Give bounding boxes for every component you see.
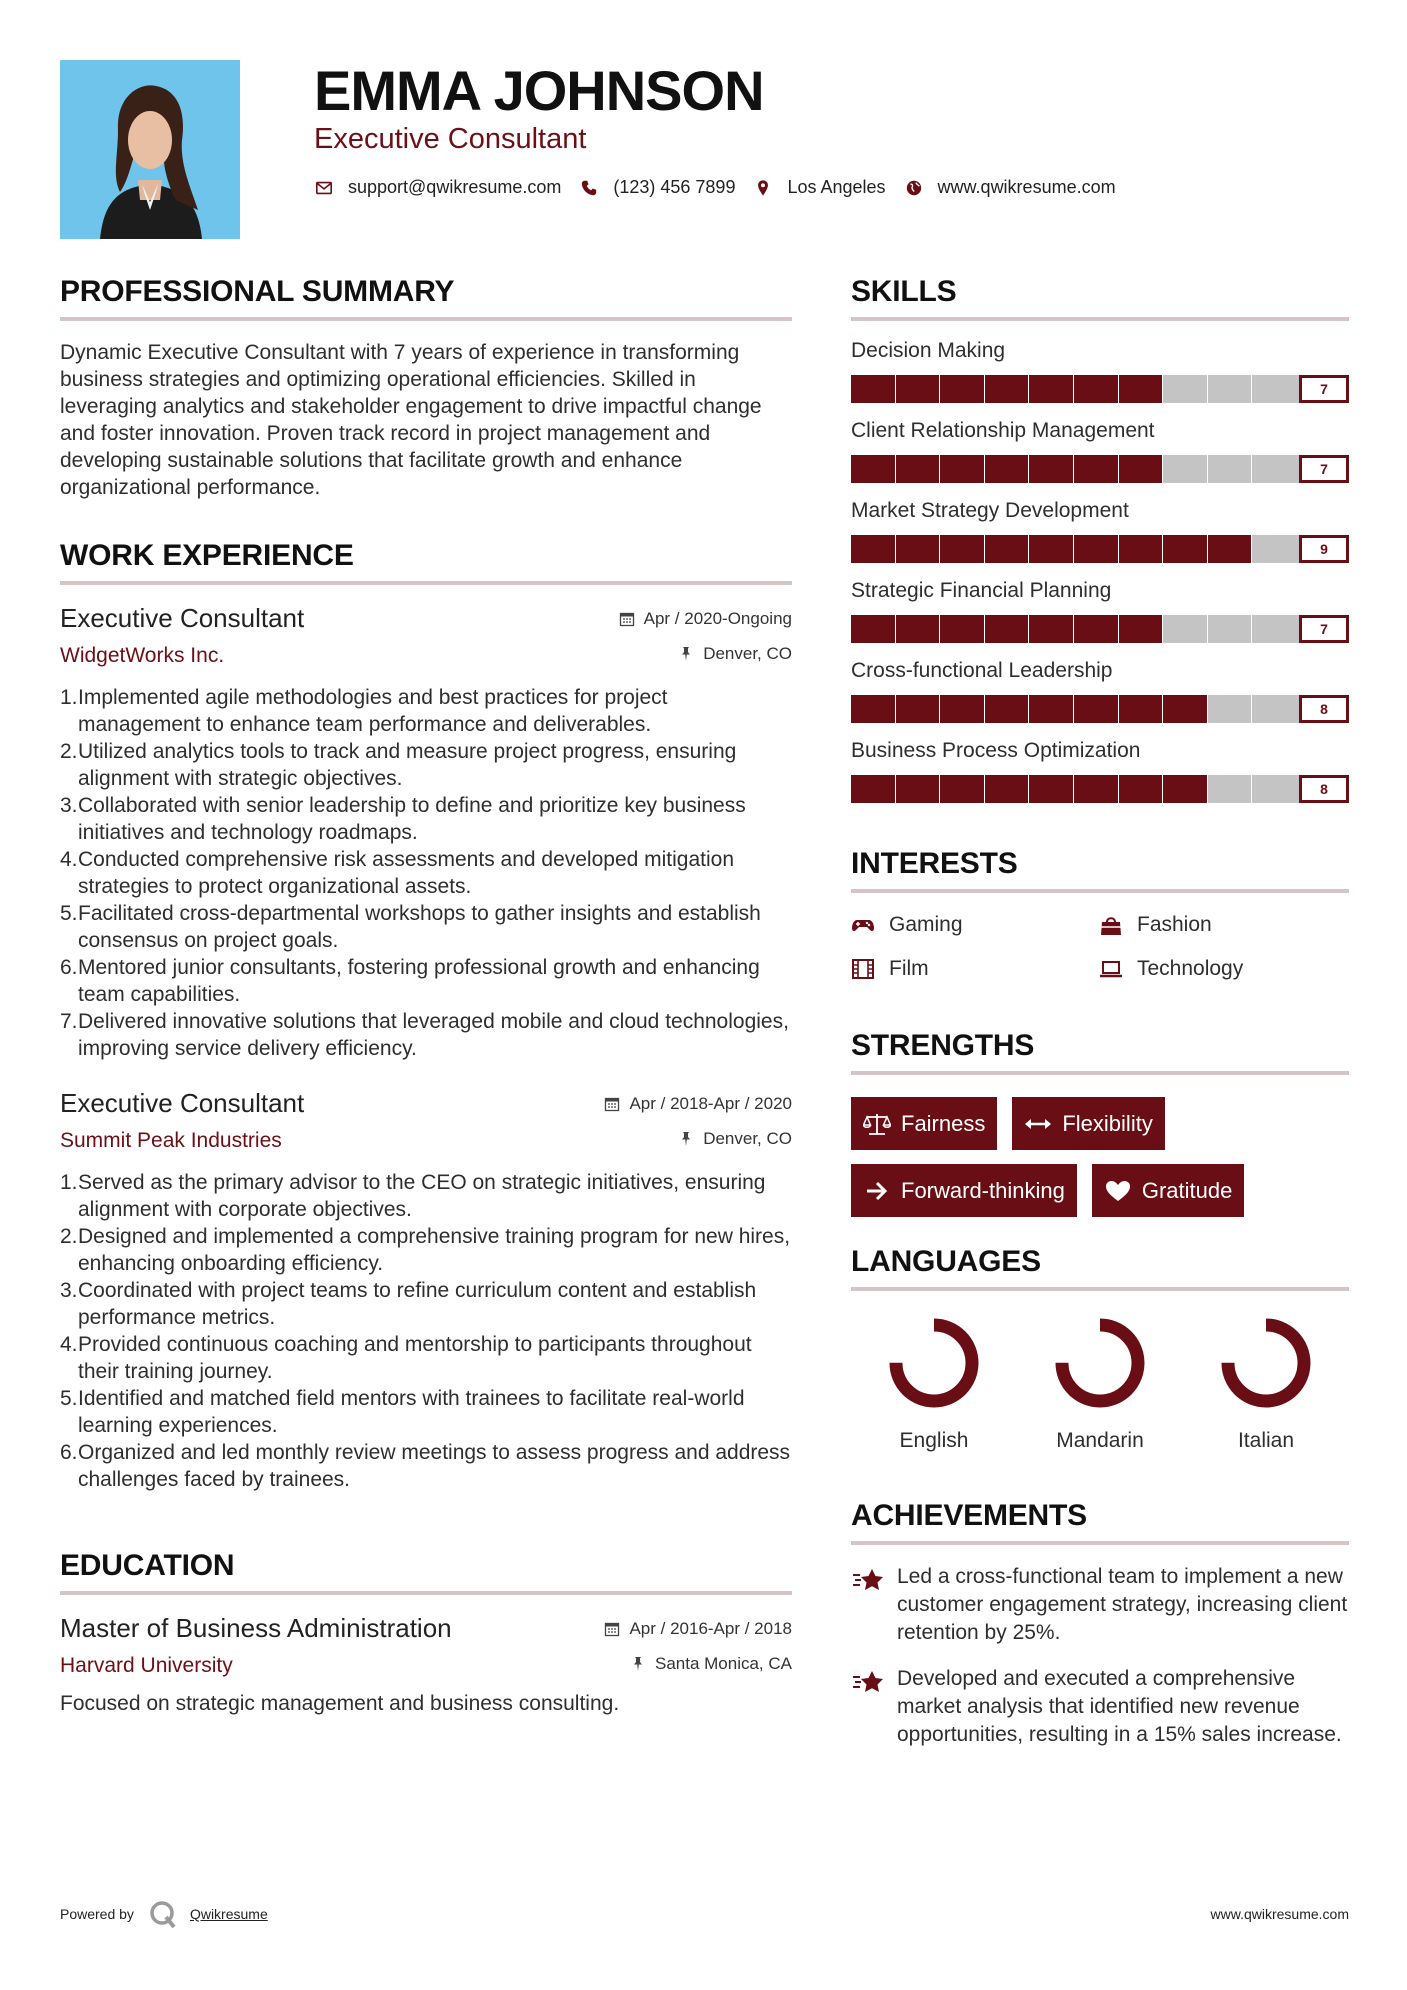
skill-bar-segment [1252,455,1302,483]
job-location [678,644,792,664]
skill-bar-segment [1029,615,1074,643]
interest-item [851,913,1099,937]
heart-icon [1104,1179,1132,1203]
skill-bar-segment [851,455,896,483]
list-item: 4. Provided continuous coaching and mentorship to participants throughout their training journey. [60,1333,752,1383]
skill-bar-segment [985,375,1030,403]
skill-bar-segment [1208,695,1253,723]
skill-item [851,579,1349,643]
experience-heading: WORK EXPERIENCE [60,539,354,572]
contact-website[interactable] [904,177,1116,198]
section-divider [851,317,1349,321]
skill-bar-segment [1029,375,1074,403]
list-item: 6. Mentored junior consultants, fostering professional growth and enhancing team capabilities. [60,956,760,1006]
skill-bar-segment [1163,695,1208,723]
right-column [851,275,1349,1749]
skill-bar-segment [1119,695,1164,723]
contact-email-text: support@qwikresume.com [348,177,562,197]
interest-item [1099,957,1347,981]
skill-bar-segment [1163,375,1208,403]
section-divider [851,1071,1349,1075]
strengths-list [851,1097,1349,1217]
gamepad-icon [851,914,875,936]
language-level-arc [1062,1325,1138,1401]
skill-bar-segment [1119,455,1164,483]
skill-name: Strategic Financial Planning [851,579,1112,602]
skill-item [851,419,1349,483]
award-star-icon [851,1565,887,1595]
scale-icon [863,1112,891,1136]
skill-bar-segment [851,535,896,563]
skill-score-badge: 9 [1299,535,1349,563]
skill-bar-segment [1208,615,1253,643]
interests-section [851,847,1349,981]
shopping-bag-icon [1099,914,1123,936]
skill-bar-segment [1163,455,1208,483]
education-location-text: Santa Monica, CA [654,1654,792,1673]
contact-website-text: www.qwikresume.com [937,177,1116,197]
list-item: 1. Served as the primary advisor to the CEO on strategic initiatives, ensuring alignment with corporate objectives. [60,1171,766,1221]
job-date [619,609,792,629]
skill-bar-segment [940,615,985,643]
qwikresume-link[interactable]: Qwikresume [189,1906,268,1922]
skill-bar-segment [1252,775,1302,803]
interest-item [1099,913,1347,937]
skill-name: Client Relationship Management [851,419,1155,442]
strength-chip [851,1097,997,1150]
education-section [60,1549,792,1716]
skill-bar-segment [896,535,941,563]
job-location [678,1129,792,1149]
language-level-ring [1216,1313,1316,1413]
job-date-text: Apr / 2020-Ongoing [643,609,792,628]
education-date [604,1619,792,1639]
language-item [1017,1313,1183,1453]
skill-bar-segment [985,455,1030,483]
left-column [60,275,792,1716]
contact-email[interactable] [314,177,561,198]
candidate-role: Executive Consultant [314,123,587,155]
languages-section [851,1245,1349,1453]
calendar-icon [619,611,635,627]
skill-bar-segment [940,455,985,483]
skill-bar-segment [940,775,985,803]
interests-heading: INTERESTS [851,847,1018,880]
skill-bar-segment [1074,695,1119,723]
skill-item [851,739,1349,803]
skill-bar-segment [851,375,896,403]
skill-bar-segment [1252,535,1302,563]
skill-bar-segment [1119,775,1164,803]
phone-icon [579,178,599,198]
job-company: WidgetWorks Inc. [60,644,225,667]
strength-label: Fairness [901,1110,986,1136]
language-level-arc [896,1325,972,1401]
language-item [851,1313,1017,1453]
list-item: 5. Identified and matched field mentors with trainees to facilitate real-world learning experiences. [60,1387,745,1437]
arrow-right-icon [863,1179,891,1203]
skill-bar-segment [1208,375,1253,403]
list-item: 5. Facilitated cross-departmental workshops to gather insights and establish consensus on project goals. [60,902,761,952]
skill-bar-segment [985,695,1030,723]
education-heading: EDUCATION [60,1549,235,1582]
skill-bar [851,775,1349,803]
skill-bar-segment [1119,535,1164,563]
language-item [1183,1313,1349,1453]
skill-item [851,659,1349,723]
skill-score-badge: 7 [1299,455,1349,483]
strengths-section [851,1029,1349,1217]
job-entry [60,1088,792,1493]
skill-bar-segment [1163,535,1208,563]
skill-bar-segment [896,615,941,643]
skill-score-badge: 8 [1299,695,1349,723]
strength-label: Forward-thinking [901,1177,1065,1203]
job-company: Summit Peak Industries [60,1129,282,1152]
language-level-ring [1050,1313,1150,1413]
strength-chip [1092,1164,1245,1217]
achievements-heading: ACHIEVEMENTS [851,1499,1087,1532]
qwikresume-logo-icon [148,1899,178,1929]
education-description: Focused on strategic management and business consulting. [60,1692,620,1715]
interest-label: Gaming [889,913,963,936]
language-name: Mandarin [1056,1429,1144,1452]
skill-bar-segment [1029,695,1074,723]
skill-bar-segment [1074,775,1119,803]
skill-score-badge: 8 [1299,775,1349,803]
contact-location [753,177,885,198]
achievement-text: Led a cross-functional team to implement a new customer engagement strategy, increasing client retention by 25%. [897,1565,1348,1644]
contact-location-text: Los Angeles [787,177,886,197]
section-divider [60,317,792,321]
skill-bar [851,535,1349,563]
skill-bar [851,455,1349,483]
skill-bar-segment [1163,775,1208,803]
skill-bar-segment [1208,455,1253,483]
skill-bar-segment [940,375,985,403]
skill-bar-segment [896,455,941,483]
achievement-item [851,1665,1349,1749]
school-name: Harvard University [60,1654,233,1677]
envelope-icon [314,178,334,198]
job-title: Executive Consultant [60,603,305,633]
job-title: Executive Consultant [60,1088,305,1118]
skill-bar-segment [1074,615,1119,643]
skill-bar-segment [985,775,1030,803]
interest-label: Fashion [1137,913,1212,936]
interests-list [851,913,1349,981]
skill-bar-segment [851,695,896,723]
award-star-icon [851,1667,887,1697]
job-bullets [60,684,792,1062]
contact-phone[interactable] [579,177,735,198]
strengths-heading: STRENGTHS [851,1029,1035,1062]
film-icon [851,958,875,980]
skill-bar-segment [1074,535,1119,563]
language-level-ring [884,1313,984,1413]
language-name: Italian [1237,1429,1295,1452]
contact-bar [314,177,1134,198]
section-divider [851,889,1349,893]
languages-heading: LANGUAGES [851,1245,1041,1278]
powered-by-text: Powered by [60,1906,134,1922]
skill-bar-segment [940,695,985,723]
skill-bar-segment [896,375,941,403]
skill-bar-segment [896,695,941,723]
summary-text: Dynamic Executive Consultant with 7 years of experience in transforming business strategies and optimizing operational efficiencies. Skilled in leveraging analytics and stakeholder engagement to drive impactful change and foster innovation. Proven track record in project management and developing sustainable solutions that facilitate growth and enhance organizational performance. [60,341,762,499]
map-pin-icon [753,178,773,198]
summary-heading: PROFESSIONAL SUMMARY [60,275,455,308]
list-item: 4. Conducted comprehensive risk assessments and developed mitigation strategies to protect organizational assets. [60,848,735,898]
education-location [630,1654,792,1674]
skill-bar-segment [1252,615,1302,643]
strength-chip [851,1164,1077,1217]
job-location-text: Denver, CO [703,644,792,663]
skill-name: Cross-functional Leadership [851,659,1113,682]
skill-item [851,339,1349,403]
strength-chip [1012,1097,1164,1150]
skill-bar-segment [851,775,896,803]
list-item: 1. Implemented agile methodologies and best practices for project management to enhance team performance and deliverables. [60,686,668,736]
skills-section [851,275,1349,803]
section-divider [851,1541,1349,1545]
skill-name: Business Process Optimization [851,739,1141,762]
skill-bar-segment [1074,375,1119,403]
laptop-icon [1099,958,1123,980]
interest-label: Technology [1137,957,1244,980]
experience-section [60,539,792,1493]
section-divider [851,1287,1349,1291]
list-item: 2. Designed and implemented a comprehensive training program for new hires, enhancing onboarding efficiency. [60,1225,791,1275]
skill-bar-segment [1208,775,1253,803]
strength-label: Gratitude [1141,1177,1233,1203]
calendar-icon [604,1621,620,1637]
skill-bar-segment [985,615,1030,643]
education-date-text: Apr / 2016-Apr / 2018 [629,1619,792,1638]
language-name: English [899,1429,969,1452]
summary-section [60,275,792,501]
skill-score-badge: 7 [1299,615,1349,643]
calendar-icon [604,1096,620,1112]
section-divider [60,581,792,585]
strength-label: Flexibility [1062,1110,1153,1136]
skill-bar-segment [1074,455,1119,483]
list-item: 6. Organized and led monthly review meetings to assess progress and address challenges faced by trainees. [60,1441,791,1491]
skill-bar-segment [1029,535,1074,563]
skill-name: Decision Making [851,339,1006,362]
section-divider [60,1591,792,1595]
pushpin-icon [678,646,694,662]
skill-score-badge: 7 [1299,375,1349,403]
pushpin-icon [630,1656,646,1672]
job-entry [60,603,792,1062]
skill-bar [851,375,1349,403]
skill-item [851,499,1349,563]
skill-bar-segment [1163,615,1208,643]
skills-heading: SKILLS [851,275,957,308]
footer-powered-by [60,1899,268,1929]
skill-bar-segment [1252,695,1302,723]
skill-name: Market Strategy Development [851,499,1129,522]
job-bullets [60,1169,792,1493]
interest-label: Film [889,957,929,980]
contact-phone-text: (123) 456 7899 [613,177,736,197]
job-date-text: Apr / 2018-Apr / 2020 [629,1094,792,1113]
skill-bar [851,695,1349,723]
languages-list [851,1313,1349,1453]
skill-bar-segment [985,535,1030,563]
candidate-name: EMMA JOHNSON [314,59,764,122]
profile-photo [60,60,240,239]
list-item: 7. Delivered innovative solutions that leveraged mobile and cloud technologies, improving service delivery efficiency. [60,1010,789,1060]
degree-title: Master of Business Administration [60,1613,452,1643]
globe-icon [904,178,924,198]
skills-list [851,339,1349,803]
education-entry [60,1613,792,1716]
list-item: 2. Utilized analytics tools to track and measure project progress, ensuring alignment with strategic objectives. [60,740,737,790]
skill-bar-segment [1119,375,1164,403]
footer-url[interactable]: www.qwikresume.com [1210,1906,1349,1922]
arrows-horizontal-icon [1024,1112,1052,1136]
list-item: 3. Collaborated with senior leadership to define and prioritize key business initiatives and technology roadmaps. [60,794,746,844]
skill-bar-segment [1208,535,1253,563]
skill-bar-segment [1029,775,1074,803]
skill-bar [851,615,1349,643]
skill-bar-segment [1119,615,1164,643]
achievement-item [851,1563,1349,1647]
achievements-section [851,1499,1349,1749]
list-item: 3. Coordinated with project teams to refine curriculum content and establish performance metrics. [60,1279,757,1329]
pushpin-icon [678,1131,694,1147]
skill-bar-segment [940,535,985,563]
interest-item [851,957,1099,981]
job-location-text: Denver, CO [703,1129,792,1148]
skill-bar-segment [851,615,896,643]
skill-bar-segment [1029,455,1074,483]
achievement-text: Developed and executed a comprehensive market analysis that identified new revenue opportunities, resulting in a 15% sales increase. [897,1667,1342,1746]
job-date [604,1094,792,1114]
skill-bar-segment [896,775,941,803]
skill-bar-segment [1252,375,1302,403]
language-level-arc [1228,1325,1304,1401]
